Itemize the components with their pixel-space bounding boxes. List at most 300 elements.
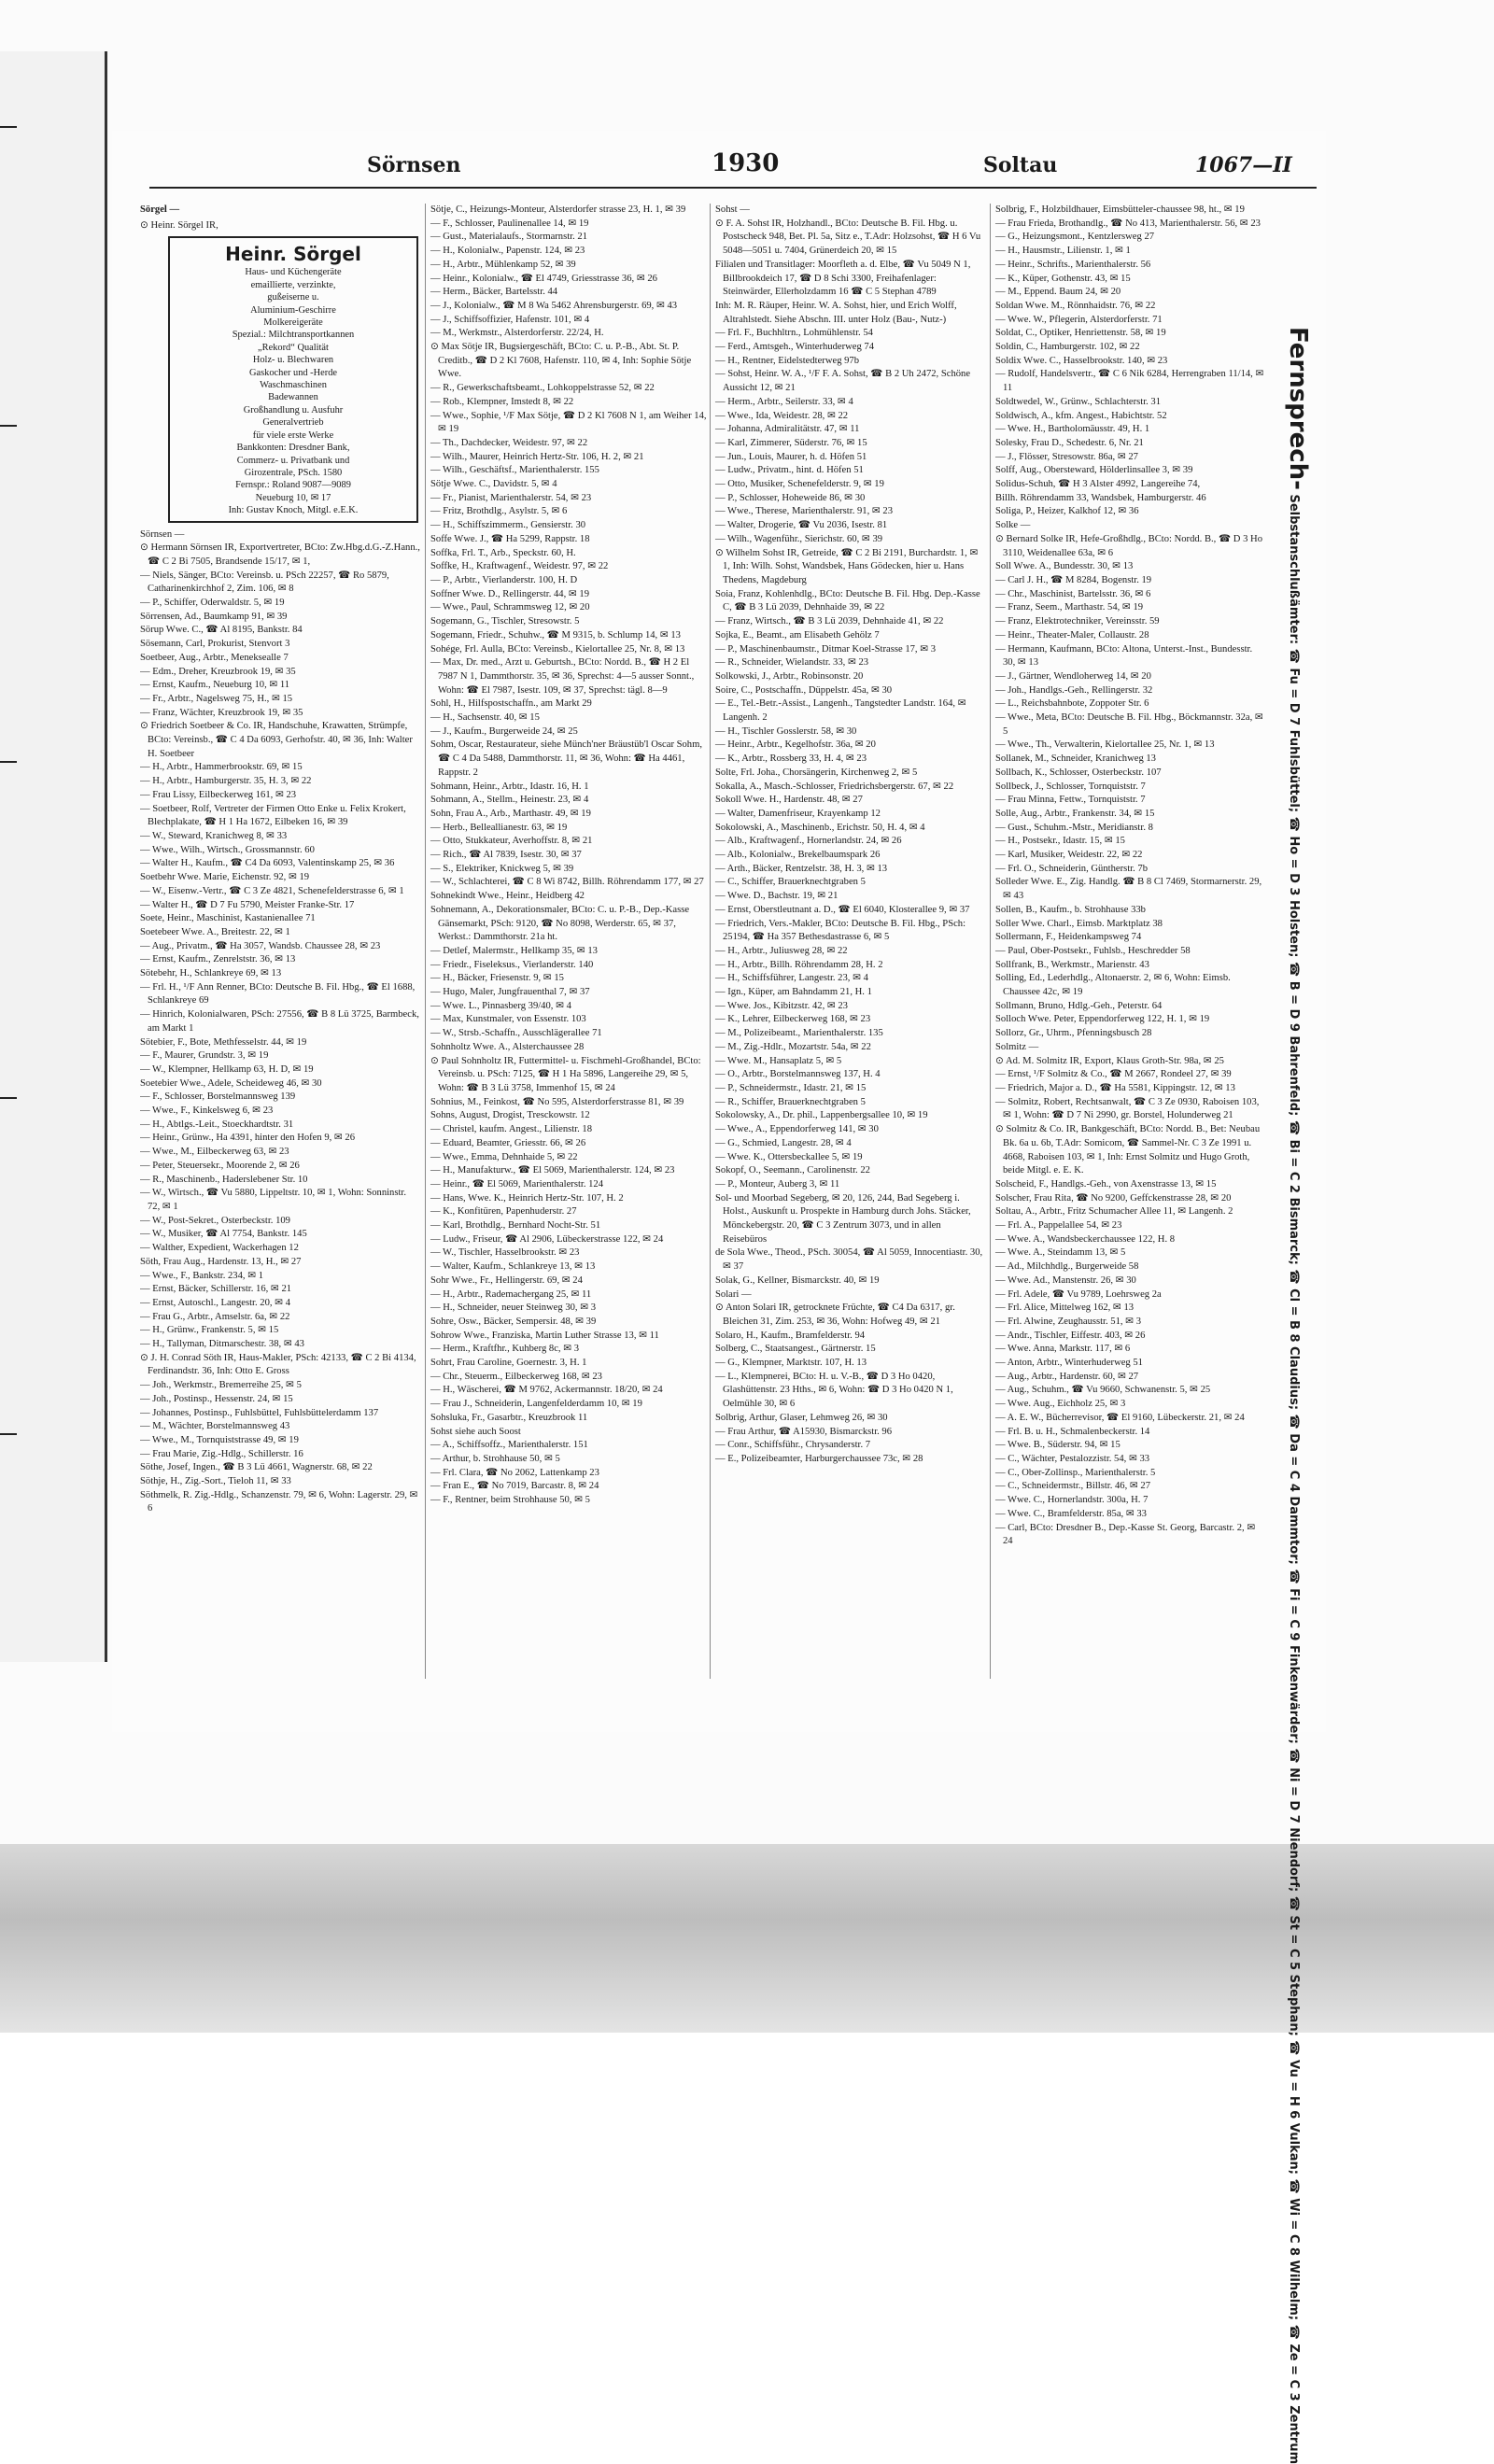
listing-entry: Sörrensen, Ad., Baumkamp 91, ✉ 39 bbox=[140, 611, 288, 622]
listing-entry: Söthmelk, R. Zig.-Hdlg., Schanzenstr. 79, ✉ 6, Wohn: Lagerstr. 29, ✉ 6 bbox=[140, 1489, 418, 1514]
listing-entry: — Franz, Wirtsch., ☎ B 3 Lü 2039, Dehnhaide 41, ✉ 22 bbox=[715, 616, 944, 627]
listing-entry: Solkowski, J., Arbtr., Robinsonstr. 20 bbox=[715, 670, 864, 682]
listing-entry: — Wwe. A., Steindamm 13, ✉ 5 bbox=[995, 1247, 1126, 1259]
listing-entry: — Frl. Clara, ☎ No 2062, Lattenkamp 23 bbox=[430, 1467, 599, 1478]
listing-entry: Sötebehr, H., Schlankreye 69, ✉ 13 bbox=[140, 968, 282, 979]
listing-entry: — Walter, Kaufm., Schlankreye 13, ✉ 13 bbox=[430, 1261, 596, 1273]
sidebar-exchange-list: Selbstanschlußämter: ☎ Fu = D 7 Fuhlsbüttel; ☎ Ho = D 3 Holsten; ☎ B = D 9 Bahrenfeld; ☎ Bi = C 2 Bismarck; ☎ Cl = B 8 Claudius; ☎ Da = C 4 Dammtor; ☎ Fi = C 9 Finkenwärder; ☎ Ni = D 7 Niendorf; ☎ St = C 5 Stephan; ☎ Vu = H 6 Vulkan; ☎ Wi = C 8 Wilhelm; ☎ Ze = C 3 Zentrum bbox=[1287, 494, 1301, 2464]
listing-entry: — Conr., Schiffsführ., Chrysanderstr. 7 bbox=[715, 1440, 871, 1451]
listing-entry: — M., Werkmstr., Alsterdorferstr. 22/24, H. bbox=[430, 328, 604, 339]
listing-entry: — Peter, Steuersekr., Moorende 2, ✉ 26 bbox=[140, 1160, 300, 1171]
ad-line: Fernspr.: Roland 9087—9089 bbox=[235, 480, 351, 491]
listing-entry: — Wwe., Ida, Weidestr. 28, ✉ 22 bbox=[715, 410, 849, 421]
listing-entry: — H., Tallyman, Ditmarschestr. 38, ✉ 43 bbox=[140, 1339, 304, 1350]
listing-entry: ⊙ Ad. M. Solmitz IR, Export, Klaus Groth-Str. 98a, ✉ 25 bbox=[995, 1055, 1224, 1066]
listing-entry: Sohmann, Heinr., Arbtr., Idastr. 16, H. 1 bbox=[430, 781, 589, 792]
listing-entry: — H., Postsekr., Idastr. 15, ✉ 15 bbox=[995, 836, 1125, 847]
listing-entry: — Hermann, Kaufmann, BCto: Altona, Unterst.-Inst., Bundesstr. 30, ✉ 13 bbox=[995, 643, 1253, 669]
header-year: 1930 bbox=[712, 149, 780, 177]
edge-mark bbox=[0, 1097, 17, 1099]
listing-entry: — Frl. B. u. H., Schmalenbeckerstr. 14 bbox=[995, 1426, 1150, 1437]
listing-entry: — H., Bäcker, Friesenstr. 9, ✉ 15 bbox=[430, 973, 564, 984]
column-heading: Sörgel — bbox=[140, 204, 180, 215]
listing-entry: — Ernst, Kaufm., Neueburg 10, ✉ 11 bbox=[140, 680, 290, 691]
listing-entry: — Alb., Kolonialw., Brekelbaumspark 26 bbox=[715, 850, 881, 861]
listing-entry: Soetbehr Wwe. Marie, Eichenstr. 92, ✉ 19 bbox=[140, 872, 310, 883]
listing-entry: Soller Wwe. Charl., Eimsb. Marktplatz 38 bbox=[995, 918, 1163, 929]
listing-entry: — Karl, Brothdlg., Bernhard Nocht-Str. 51 bbox=[430, 1220, 601, 1232]
listing-entry: — Wwe. Ad., Manstenstr. 26, ✉ 30 bbox=[995, 1274, 1136, 1286]
listing-entry: — Wilh., Wagenführ., Sierichstr. 60, ✉ 39 bbox=[715, 533, 883, 544]
page-number: 1067—II bbox=[1195, 153, 1292, 177]
listing-entry: — J., Kolonialw., ☎ M 8 Wa 5462 Ahrensburgerstr. 69, ✉ 43 bbox=[430, 300, 678, 311]
listing-entry: ⊙ Heinr. Sörgel IR, bbox=[140, 219, 218, 231]
listing-entry: Soffner Wwe. D., Rellingerstr. 44, ✉ 19 bbox=[430, 588, 590, 599]
listing-entry: — Max, Kunstmaler, von Essenstr. 103 bbox=[430, 1014, 586, 1025]
listing-entry: — Wwe. L., Pinnasberg 39/40, ✉ 4 bbox=[430, 1000, 571, 1011]
listing-entry: Solberg, C., Staatsangest., Gärtnerstr. 15 bbox=[715, 1344, 876, 1355]
listing-entry: — Wwe., Wilh., Wirtsch., Grossmannstr. 60 bbox=[140, 844, 315, 855]
listing-entry: — Ernst, Oberstleutnant a. D., ☎ El 6040, Klosterallee 9, ✉ 37 bbox=[715, 904, 970, 915]
listing-entry: Solesky, Frau D., Schedestr. 6, Nr. 21 bbox=[995, 437, 1144, 448]
ad-line: Großhandlung u. Ausfuhr bbox=[243, 404, 344, 415]
listing-entry: Sollanek, M., Schneider, Kranichweg 13 bbox=[995, 753, 1156, 765]
listing-entry: — Walter H., Kaufm., ☎ C4 Da 6093, Valentinskamp 25, ✉ 36 bbox=[140, 858, 395, 869]
listing-entry: — W., Post-Sekret., Osterbeckstr. 109 bbox=[140, 1215, 290, 1226]
listing-entry: Filialen und Transitlager: Moorfleth a. d. Elbe, ☎ Vu 5049 N 1, Billbrookdeich 17, ☎ D 8 Schi 3300, Freihafenlager: Steinwärder, Ellerholzdamm 16 ☎ C 5 Stephan 4789 bbox=[715, 259, 971, 298]
listing-entry: — M., Zig.-Hdlr., Mozartstr. 54a, ✉ 22 bbox=[715, 1041, 871, 1052]
listing-entry: — Wwe., Th., Verwalterin, Kielortallee 25, Nr. 1, ✉ 13 bbox=[995, 739, 1215, 751]
listing-entry: Soldan Wwe. M., Rönnhaidstr. 76, ✉ 22 bbox=[995, 300, 1156, 311]
listing-entry: — Heinr., ☎ El 5069, Marienthalerstr. 124 bbox=[430, 1178, 604, 1190]
listing-entry: — H., Kolonialw., Papenstr. 124, ✉ 23 bbox=[430, 246, 585, 257]
listing-entry: — H., Grünw., Frankenstr. 5, ✉ 15 bbox=[140, 1325, 279, 1336]
listing-entry: Sollermann, F., Heidenkampsweg 74 bbox=[995, 932, 1142, 943]
sidebar-title: Fernsprech- bbox=[1284, 327, 1312, 490]
listing-entry: — Fr., Arbtr., Nagelsweg 75, H., ✉ 15 bbox=[140, 693, 293, 704]
listing-entry: — Otto, Stukkateur, Averhoffstr. 8, ✉ 21 bbox=[430, 836, 593, 847]
listing-entry: Sollfrank, B., Werkmstr., Marienstr. 43 bbox=[995, 959, 1149, 970]
edge-mark bbox=[0, 1433, 17, 1435]
listing-entry: — H., Tischler Gosslerstr. 58, ✉ 30 bbox=[715, 725, 857, 737]
listing-entry: Soll Wwe. A., Bundesstr. 30, ✉ 13 bbox=[995, 561, 1134, 572]
listing-entry: ⊙ Solmitz & Co. IR, Bankgeschäft, BCto: Nordd. B., Bet: Neubau Bk. 6a u. 6b, T.Adr: Somicom, ☎ Sammel-Nr. C 3 Ze 1991 u. 4668, Raboisen 103, ✉ 1, Inh: Ernst Solmitz und Hugo Groth, beide Mitgl. e. E. K. bbox=[995, 1124, 1261, 1176]
listing-entry: — Franz, Seem., Marthastr. 54, ✉ 19 bbox=[995, 602, 1144, 613]
listing-entry: — F., Maurer, Grundstr. 3, ✉ 19 bbox=[140, 1050, 269, 1062]
listing-entry: de Sola Wwe., Theod., PSch. 30054, ☎ Al 5059, Innocentiastr. 30, ✉ 37 bbox=[715, 1247, 983, 1273]
listing-entry: — J., Schiffsoffizier, Hafenstr. 101, ✉ 4 bbox=[430, 314, 590, 325]
listing-entry: — Wwe. M., Hansaplatz 5, ✉ 5 bbox=[715, 1055, 842, 1066]
listing-entry: — Heinr., Arbtr., Kegelhofstr. 36a, ✉ 20 bbox=[715, 739, 876, 751]
listing-entry: Soldat, C., Optiker, Henriettenstr. 58, ✉ 19 bbox=[995, 328, 1166, 339]
listing-entry: Söthje, H., Zig.-Sort., Tieloh 11, ✉ 33 bbox=[140, 1476, 291, 1487]
listing-entry: — C., Wächter, Pestalozzistr. 54, ✉ 33 bbox=[995, 1453, 1150, 1464]
listing-entry: Solff, Aug., Obersteward, Hölderlinsallee 3, ✉ 39 bbox=[995, 465, 1193, 476]
listing-entry: — Max, Dr. med., Arzt u. Geburtsh., BCto: Nordd. B., ☎ H 2 El 7987 N 1, Dammthorstr. 35, ✉ 36, Sprechst: 4—5 ausser Sonnt., Wohn: ☎ El 7987, Isestr. 109, ✉ 37, Sprechst: tägl. 8—9 bbox=[430, 657, 695, 696]
listing-entry: Solbrig, F., Holzbildhauer, Eimsbütteler-chaussee 98, ht., ✉ 19 bbox=[995, 204, 1245, 215]
listing-entry: Sogemann, Friedr., Schuhw., ☎ M 9315, b. Schlump 14, ✉ 13 bbox=[430, 629, 681, 641]
ad-line: „Rekord“ Qualität bbox=[258, 342, 329, 353]
listing-entry: — R., Maschinenb., Haderslebener Str. 10 bbox=[140, 1174, 308, 1185]
listing-entry: — Friedr., Fiseleksus., Vierlanderstr. 140 bbox=[430, 959, 594, 970]
listing-entry: Solling, Ed., Lederhdlg., Altonaerstr. 2, ✉ 6, Wohn: Eimsb. Chaussee 42c, ✉ 19 bbox=[995, 973, 1231, 998]
ad-line: Molkereigeräte bbox=[263, 317, 323, 329]
edge-mark bbox=[0, 126, 17, 128]
listing-entry: Solte, Frl. Joha., Chorsängerin, Kirchenweg 2, ✉ 5 bbox=[715, 767, 918, 778]
listing-entry: — O., Arbtr., Borstelmannsweg 137, H. 4 bbox=[715, 1069, 881, 1080]
listing-entry: — Edm., Dreher, Kreuzbrook 19, ✉ 35 bbox=[140, 666, 296, 677]
listing-entry: Söthe, Josef, Ingen., ☎ B 3 Lü 4661, Wagnerstr. 68, ✉ 22 bbox=[140, 1462, 373, 1473]
listing-entry: Soire, C., Postschaffn., Düppelstr. 45a, ✉ 30 bbox=[715, 684, 893, 696]
listing-entry: Soetebier Wwe., Adele, Scheideweg 46, ✉ 30 bbox=[140, 1077, 322, 1089]
listing-entry: — Andr., Tischler, Eiffestr. 403, ✉ 26 bbox=[995, 1330, 1146, 1341]
listing-entry: Soetbeer, Aug., Arbtr., Meneksealle 7 bbox=[140, 652, 289, 663]
listing-entry: — Wilh., Maurer, Heinrich Hertz-Str. 106, H. 2, ✉ 21 bbox=[430, 451, 644, 462]
listing-entry: — Karl, Zimmerer, Süderstr. 76, ✉ 15 bbox=[715, 437, 867, 448]
edge-mark bbox=[0, 761, 17, 763]
listing-entry: — Chr., Steuerm., Eilbeckerweg 168, ✉ 23 bbox=[430, 1371, 602, 1382]
listing-entry: — Frau Marie, Zig.-Hdlg., Schillerstr. 16 bbox=[140, 1448, 303, 1459]
listing-entry: Solmitz — bbox=[995, 1041, 1039, 1052]
listing-entry: — P., Schlosser, Hoheweide 86, ✉ 30 bbox=[715, 492, 866, 503]
listing-entry: — Frl. F., Buchhltrn., Lohmühlenstr. 54 bbox=[715, 328, 873, 339]
listing-entry: — Jun., Louis, Maurer, h. d. Höfen 51 bbox=[715, 451, 867, 462]
listing-entry: Sohre, Osw., Bäcker, Sempersir. 48, ✉ 39 bbox=[430, 1316, 597, 1327]
listing-entry: — H., Schneider, neuer Steinweg 30, ✉ 3 bbox=[430, 1302, 597, 1314]
listing-entry: Sohmann, A., Stellm., Heinestr. 23, ✉ 4 bbox=[430, 795, 589, 806]
listing-entry: Sokopf, O., Seemann., Carolinenstr. 22 bbox=[715, 1165, 870, 1176]
listing-entry: — A. E. W., Bücherrevisor, ☎ El 9160, Lübeckerstr. 21, ✉ 24 bbox=[995, 1412, 1245, 1423]
column-1-entries bbox=[140, 528, 420, 1517]
ad-firm-name: Heinr. Sörgel bbox=[225, 243, 361, 266]
listing-entry: — Frl. Alice, Mittelweg 162, ✉ 13 bbox=[995, 1302, 1135, 1314]
listing-entry: — Walter H., ☎ D 7 Fu 5790, Meister Franke-Str. 17 bbox=[140, 899, 355, 910]
listing-entry: Solari — bbox=[715, 1288, 752, 1300]
header-first-name: Sörnsen bbox=[367, 153, 461, 177]
listing-entry: — H., Schiffszimmerm., Gensierstr. 30 bbox=[430, 520, 586, 531]
listing-entry: Soldtwedel, W., Grünw., Schlachterstr. 31 bbox=[995, 396, 1162, 407]
column-4-entries bbox=[995, 204, 1266, 1549]
listing-entry: — W., Wirtsch., ☎ Vu 5880, Lippeltstr. 10, ✉ 1, Wohn: Sonninstr. 72, ✉ 1 bbox=[140, 1188, 407, 1212]
listing-entry: — Ludw., Friseur, ☎ Al 2906, Lübeckerstrasse 122, ✉ 24 bbox=[430, 1233, 664, 1245]
ad-line: Commerz- u. Privatbank und bbox=[236, 455, 350, 466]
listing-entry: — Ernst, Kaufm., Zenrelststr. 36, ✉ 13 bbox=[140, 954, 296, 965]
listing-entry: — C., Schneidermstr., Billstr. 46, ✉ 27 bbox=[995, 1481, 1151, 1492]
listing-entry: — Herm., Kraftfhr., Kuhberg 8c, ✉ 3 bbox=[430, 1344, 580, 1355]
listing-entry: Sohége, Frl. Aulla, BCto: Vereinsb., Kielortallee 25, Nr. 8, ✉ 13 bbox=[430, 643, 685, 655]
listing-entry: — H., Arbtr., Hammerbrookstr. 69, ✉ 15 bbox=[140, 762, 303, 773]
listing-entry: Inh: M. R. Räuper, Heinr. W. A. Sohst, hier, und Erich Wolff, Altrahlstedt. Siehe Abschn. III. unter Holz (Bau-, Nutz-) bbox=[715, 300, 957, 325]
listing-entry: — Wwe. B., Süderstr. 94, ✉ 15 bbox=[995, 1440, 1120, 1451]
listing-entry: — Gust., Materialaufs., Stormarnstr. 21 bbox=[430, 232, 588, 243]
listing-entry: — P., Monteur, Auberg 3, ✉ 11 bbox=[715, 1178, 840, 1190]
ad-line: Generalvertrieb bbox=[262, 417, 324, 429]
column-3 bbox=[710, 204, 986, 1679]
scanner-bottom-edge bbox=[0, 1844, 1494, 2033]
listing-entry: — Solmitz, Robert, Rechtsanwalt, ☎ C 3 Ze 0930, Raboisen 103, ✉ 1, Wohn: ☎ D 7 Ni 2990, gr. Borstel, Holunderweg 21 bbox=[995, 1096, 1260, 1121]
listing-entry: — Paul, Ober-Postsekr., Fuhlsb., Heschredder 58 bbox=[995, 945, 1191, 956]
listing-entry: — Wwe., A., Eppendorferweg 141, ✉ 30 bbox=[715, 1124, 879, 1135]
listing-entry: ⊙ Max Sötje IR, Bugsiergeschäft, BCto: C. u. P.-B., Abt. St. P. Creditb., ☎ D 2 Kl 7608, Hafenstr. 110, ✉ 4, Inh: Sophie Sötje Wwe. bbox=[430, 342, 692, 380]
listing-entry: — Heinr., Grünw., Ha 4391, hinter den Hofen 9, ✉ 26 bbox=[140, 1133, 356, 1144]
listing-entry: — Chr., Maschinist, Bartelsstr. 36, ✉ 6 bbox=[995, 588, 1151, 599]
listing-entry: — Joh., Postinsp., Hessenstr. 24, ✉ 15 bbox=[140, 1393, 293, 1404]
listing-entry: — Walter, Damenfriseur, Krayenkamp 12 bbox=[715, 808, 881, 819]
advertisement-box bbox=[168, 236, 418, 522]
listing-entry: Sohl, H., Hilfspostschaffn., am Markt 29 bbox=[430, 698, 592, 710]
listing-entry: — Wwe. C., Bramfelderstr. 85a, ✉ 33 bbox=[995, 1508, 1147, 1519]
listing-entry: Sollbeck, J., Schlosser, Tornquiststr. 7 bbox=[995, 781, 1146, 792]
listing-entry: — Wwe., Paul, Schrammsweg 12, ✉ 20 bbox=[430, 602, 590, 613]
page-header bbox=[149, 149, 1317, 189]
listing-entry: Soliga, P., Heizer, Kalkhof 12, ✉ 36 bbox=[995, 506, 1139, 517]
listing-entry: — Wwe., F., Kinkelsweg 6, ✉ 23 bbox=[140, 1105, 274, 1117]
ad-line: emaillierte, verzinkte, bbox=[250, 279, 336, 290]
listing-entry: — Heinr., Kolonialw., ☎ El 4749, Griesstrasse 36, ✉ 26 bbox=[430, 273, 657, 284]
listing-entry: — H., Wäscherei, ☎ M 9762, Ackermannstr. 18/20, ✉ 24 bbox=[430, 1385, 663, 1396]
header-last-name: Soltau bbox=[983, 153, 1058, 177]
listing-entry: Sohst siehe auch Soost bbox=[430, 1426, 521, 1437]
listing-entry: — Franz, Wächter, Kreuzbrook 19, ✉ 35 bbox=[140, 707, 303, 718]
listing-entry: ⊙ Friedrich Soetbeer & Co. IR, Handschuhe, Krawatten, Strümpfe, BCto: Vereinsb., ☎ C 4 Da 6093, Gerhofstr. 40, ✉ 36, Inh: Walter H. Soetbeer bbox=[140, 721, 413, 759]
listing-entry: Solloch Wwe. Peter, Eppendorferweg 122, H. 1, ✉ 19 bbox=[995, 1014, 1210, 1025]
listing-entry: — L., Klempnerei, BCto: H. u. V.-B., ☎ D 3 Ho 0420, Glashüttenstr. 23 Hths., ✉ 6, Wohn: ☎ D 3 Ho 0420 N 1, Oelmühle 30, ✉ 6 bbox=[715, 1371, 953, 1410]
listing-entry: Soete, Heinr., Maschinist, Kastanienallee 71 bbox=[140, 913, 316, 924]
ad-line: Spezial.: Milchtransportkannen bbox=[232, 330, 355, 341]
listing-entry: ⊙ F. A. Sohst IR, Holzhandl., BCto: Deutsche B. Fil. Hbg. u. Postscheck 948, Bet. Pl. 5a, Sitz e., T.Adr: Holzsohst, ☎ H 6 Vu 5048—5051 u. 7404, Grünerdeich 20, ✉ 15 bbox=[715, 218, 981, 257]
listing-entry: — Carl J. H., ☎ M 8284, Bogenstr. 19 bbox=[995, 574, 1152, 585]
telephone-exchange-sidebar bbox=[1270, 327, 1326, 2464]
listing-entry: — Frau G., Arbtr., Amselstr. 6a, ✉ 22 bbox=[140, 1311, 290, 1322]
listing-entry: — Hans, Wwe. K., Heinrich Hertz-Str. 107, H. 2 bbox=[430, 1192, 624, 1204]
listing-entry: — Karl, Musiker, Weidestr. 22, ✉ 22 bbox=[995, 850, 1143, 861]
listing-entry: — Ludw., Privatm., hint. d. Höfen 51 bbox=[715, 465, 864, 476]
listing-entry: — Frl. Alwine, Zeughausstr. 51, ✉ 3 bbox=[995, 1316, 1142, 1327]
listing-entry: Sohnholtz Wwe. A., Alsterchaussee 28 bbox=[430, 1041, 585, 1052]
listing-entry: Sohsluka, Fr., Gasarbtr., Kreuzbrook 11 bbox=[430, 1412, 588, 1423]
listing-entry: — Gust., Schuhm.-Mstr., Meridianstr. 8 bbox=[995, 822, 1153, 833]
listing-entry: Sötje Wwe. C., Davidstr. 5, ✉ 4 bbox=[430, 479, 557, 490]
listing-entry: — Rob., Klempner, Imstedt 8, ✉ 22 bbox=[430, 396, 574, 407]
listing-entry: — L., Reichsbahnbote, Zoppoter Str. 6 bbox=[995, 698, 1149, 710]
listing-entry: — Wwe. C., Hornerlandstr. 300a, H. 7 bbox=[995, 1495, 1149, 1506]
listing-entry: — M., Eppend. Baum 24, ✉ 20 bbox=[995, 287, 1121, 298]
listing-entry: — R., Schneider, Wielandstr. 33, ✉ 23 bbox=[715, 657, 869, 669]
listing-entry: — W., Tischler, Hasselbrookstr. ✉ 23 bbox=[430, 1247, 580, 1259]
listing-entry: ⊙ Anton Solari IR, getrocknete Früchte, ☎ C4 Da 6317, gr. Bleichen 31, Zim. 253, ✉ 36, Wohn: Hofweg 49, ✉ 21 bbox=[715, 1302, 955, 1327]
listing-entry: Solaro, H., Kaufm., Bramfelderstr. 94 bbox=[715, 1330, 866, 1341]
listing-entry: — Ign., Küper, am Bahndamm 21, H. 1 bbox=[715, 987, 872, 998]
listing-entry: — Fritz, Brothdlg., Asylstr. 5, ✉ 6 bbox=[430, 506, 568, 517]
listing-entry: — H., Rentner, Eidelstedterweg 97b bbox=[715, 355, 860, 366]
listing-entry: — J., Kaufm., Burgerweide 24, ✉ 25 bbox=[430, 725, 578, 737]
ad-line: Aluminium-Geschirre bbox=[250, 304, 336, 316]
listing-entry: Sörnsen — bbox=[140, 528, 185, 540]
listing-entry: Sollorz, Gr., Uhrm., Pfenningsbusch 28 bbox=[995, 1028, 1152, 1039]
listing-entry: — Frau J., Schneiderin, Langenfelderdamm 10, ✉ 19 bbox=[430, 1399, 642, 1410]
listing-entry: — Soetbeer, Rolf, Vertreter der Firmen Otto Enke u. Felix Krokert, Blechplakate, ☎ H 1 Ha 1672, Eilbeken 16, ✉ 39 bbox=[140, 803, 406, 828]
listing-entry: Sohrt, Frau Caroline, Goernestr. 3, H. 1 bbox=[430, 1358, 587, 1369]
column-2 bbox=[425, 204, 711, 1679]
listing-entry: — Walter, Drogerie, ☎ Vu 2036, Isestr. 81 bbox=[715, 520, 888, 531]
listing-entry: — Wwe., Meta, BCto: Deutsche B. Fil. Hbg., Böckmannstr. 32a, ✉ 5 bbox=[995, 712, 1263, 737]
column-3-entries bbox=[715, 204, 986, 1467]
listing-entry: — Frau Arthur, ☎ A15930, Bismarckstr. 96 bbox=[715, 1426, 893, 1437]
listing-entry: — Niels, Sänger, BCto: Vereinsb. u. PSch 22257, ☎ Ro 5879, Catharinenkirchhof 2, Zim. 106, ✉ 8 bbox=[140, 570, 389, 595]
listing-entry: — S., Elektriker, Knickweg 5, ✉ 39 bbox=[430, 863, 574, 874]
listing-entry: — Johanna, Admiralitätstr. 47, ✉ 11 bbox=[715, 424, 860, 435]
listing-entry: — Wwe. W., Pflegerin, Alsterdorferstr. 71 bbox=[995, 314, 1163, 325]
listing-entry: — Joh., Werkmstr., Bremerreihe 25, ✉ 5 bbox=[140, 1380, 302, 1391]
listing-entry: — Ernst, ¹/F Solmitz & Co., ☎ M 2667, Rondeel 27, ✉ 39 bbox=[995, 1069, 1232, 1080]
listing-entry: Sokolowski, A., Maschinenb., Erichstr. 50, H. 4, ✉ 4 bbox=[715, 822, 925, 833]
listing-entry: — Sohst, Heinr. W. A., ¹/F F. A. Sohst, ☎ B 2 Uh 2472, Schöne Aussicht 12, ✉ 21 bbox=[715, 369, 971, 394]
listing-entry: — P., Arbtr., Vierlanderstr. 100, H. D bbox=[430, 574, 578, 585]
listing-entry: — Herm., Bäcker, Bartelsstr. 44 bbox=[430, 287, 558, 298]
listing-entry: — A., Schiffsoffz., Marienthalerstr. 151 bbox=[430, 1440, 588, 1451]
ad-line: Waschmaschinen bbox=[260, 380, 327, 391]
listing-entry: — Frau Frieda, Brothandlg., ☎ No 413, Marienthalerstr. 56, ✉ 23 bbox=[995, 218, 1261, 229]
listing-entry: — Herm., Arbtr., Seilerstr. 33, ✉ 4 bbox=[715, 396, 853, 407]
listing-entry: Solscheid, F., Handlgs.-Geh., von Axenstrasse 13, ✉ 15 bbox=[995, 1178, 1217, 1190]
listing-entry: Soldin, C., Hamburgerstr. 102, ✉ 22 bbox=[995, 342, 1140, 353]
listing-entry: — Frau Lissy, Eilbeckerweg 161, ✉ 23 bbox=[140, 789, 297, 800]
ad-line: gußeiserne u. bbox=[267, 292, 319, 303]
listing-entry: — Alb., Kraftwagenf., Hornerlandstr. 24, ✉ 26 bbox=[715, 836, 902, 847]
listing-entry: Solke — bbox=[995, 520, 1031, 531]
listing-entry: — Hugo, Maler, Jungfrauenthal 7, ✉ 37 bbox=[430, 987, 590, 998]
listing-entry: Solbrig, Arthur, Glaser, Lehmweg 26, ✉ 30 bbox=[715, 1412, 888, 1423]
listing-entry: — Eduard, Beamter, Griesstr. 66, ✉ 26 bbox=[430, 1137, 586, 1148]
directory-page bbox=[112, 131, 1326, 2464]
ad-line: Haus- und Küchengeräte bbox=[245, 267, 342, 278]
listing-entry: Sol- und Moorbad Segeberg, ✉ 20, 126, 244, Bad Segeberg i. Holst., Auskunft u. Prospekte in Hamburg durch Johs. Stäcker, Mönckebergstr. 20, ☎ C 3 Zentrum 3073, und in allen Reisebüros bbox=[715, 1192, 971, 1245]
listing-entry: ⊙ J. H. Conrad Söth IR, Haus-Makler, PSch: 42133, ☎ C 2 Bi 4134, Ferdinandstr. 36, Inh: Otto E. Gross bbox=[140, 1352, 416, 1377]
listing-entry: Soldwisch, A., kfm. Angest., Habichtstr. 52 bbox=[995, 410, 1167, 421]
listing-entry: — Frau Minna, Fettw., Tornquiststr. 7 bbox=[995, 795, 1146, 806]
listing-entry: — Aug., Arbtr., Hardenstr. 60, ✉ 27 bbox=[995, 1371, 1139, 1382]
listing-entry: — Arthur, b. Strohhause 50, ✉ 5 bbox=[430, 1453, 560, 1464]
listing-entry: Sohnekindt Wwe., Heinr., Heidberg 42 bbox=[430, 891, 585, 902]
listing-entry: Solidus-Schuh, ☎ H 3 Alster 4992, Langereihe 74, bbox=[995, 479, 1201, 490]
listing-entry: Solle, Aug., Arbtr., Frankenstr. 34, ✉ 15 bbox=[995, 808, 1155, 819]
listing-entry: — Johannes, Postinsp., Fuhlsbüttel, Fuhlsbüttelerdamm 137 bbox=[140, 1407, 379, 1418]
listing-entry: — E., Tel.-Betr.-Assist., Langenh., Tangstedter Landstr. 164, ✉ Langenh. 2 bbox=[715, 698, 966, 724]
listing-entry: — Rudolf, Handelsvertr., ☎ C 6 Nik 6284, Herrengraben 11/14, ✉ 11 bbox=[995, 369, 1264, 394]
listing-entry: — H., Arbtr., Rademachergang 25, ✉ 11 bbox=[430, 1288, 592, 1300]
listing-entry: Sohnius, M., Feinkost, ☎ No 595, Alsterdorferstrasse 81, ✉ 39 bbox=[430, 1096, 684, 1107]
listing-entry: Sogemann, G., Tischler, Stresowstr. 5 bbox=[430, 616, 580, 627]
listing-entry: — Wwe. Aug., Eichholz 25, ✉ 3 bbox=[995, 1399, 1126, 1410]
listing-entry: Sollmann, Bruno, Hdlg.-Geh., Peterstr. 64 bbox=[995, 1000, 1163, 1011]
listing-entry: — Wwe. Jos., Kibitzstr. 42, ✉ 23 bbox=[715, 1000, 848, 1011]
ad-line: Holz- u. Blechwaren bbox=[252, 355, 334, 366]
listing-entry: Sohrow Wwe., Franziska, Martin Luther Strasse 13, ✉ 11 bbox=[430, 1330, 659, 1341]
listing-entry: — H., Abtlgs.-Leit., Stoeckhardtstr. 31 bbox=[140, 1119, 294, 1130]
listing-entry: ⊙ Hermann Sörnsen IR, Exportvertreter, BCto: Zw.Hbg.d.G.-Z.Hann., ☎ C 2 Bi 7505, Brandsende 15/17, ✉ 1, bbox=[140, 542, 420, 567]
listing-entry: — K., Arbtr., Rossberg 33, H. 4, ✉ 23 bbox=[715, 753, 867, 765]
listing-entry: — F., Rentner, beim Strohhause 50, ✉ 5 bbox=[430, 1495, 590, 1506]
listing-entry: — Frl. Adele, ☎ Vu 9789, Loehrsweg 2a bbox=[995, 1288, 1162, 1300]
column-1 bbox=[140, 204, 420, 1679]
listing-entry: — F., Schlosser, Borstelmannsweg 139 bbox=[140, 1091, 296, 1103]
listing-entry: — Ferd., Amtsgeh., Winterhuderweg 74 bbox=[715, 342, 875, 353]
listing-entry: Sötje, C., Heizungs-Monteur, Alsterdorfer strasse 23, H. 1, ✉ 39 bbox=[430, 204, 686, 215]
listing-entry: Sohn, Frau A., Arb., Marthastr. 49, ✉ 19 bbox=[430, 808, 591, 819]
listing-entry: — Otto, Musiker, Schenefelderstr. 9, ✉ 19 bbox=[715, 479, 884, 490]
listing-entry: — H., Sachsenstr. 40, ✉ 15 bbox=[430, 712, 540, 724]
listing-entry: — P., Maschinenbaumstr., Ditmar Koel-Strasse 17, ✉ 3 bbox=[715, 643, 937, 655]
listing-entry: — Heinr., Schrifts., Marienthalerstr. 56 bbox=[995, 259, 1151, 270]
listing-entry: Soldix Wwe. C., Hasselbrookstr. 140, ✉ 23 bbox=[995, 355, 1168, 366]
listing-entry: — H., Manufakturw., ☎ El 5069, Marienthalerstr. 124, ✉ 23 bbox=[430, 1165, 675, 1176]
listing-entry: — Heinr., Theater-Maler, Collaustr. 28 bbox=[995, 629, 1149, 641]
listing-entry: Soffe Wwe. J., ☎ Ha 5299, Rappstr. 18 bbox=[430, 533, 590, 544]
listing-entry: Sojka, E., Beamt., am Elisabeth Gehölz 7 bbox=[715, 629, 880, 641]
listing-entry: — C., Schiffer, Brauerknechtgraben 5 bbox=[715, 877, 866, 888]
listing-entry: Sokalla, A., Masch.-Schlosser, Friedrichsbergerstr. 67, ✉ 22 bbox=[715, 781, 954, 792]
listing-entry: — G., Klempner, Marktstr. 107, H. 13 bbox=[715, 1358, 867, 1369]
listing-entry: — W., Klempner, Hellkamp 63, H. D, ✉ 19 bbox=[140, 1063, 314, 1075]
listing-entry: — Friedrich, Major a. D., ☎ Ha 5581, Kippingstr. 12, ✉ 13 bbox=[995, 1083, 1235, 1093]
listing-entry: — R., Schiffer, Brauerknechtgraben 5 bbox=[715, 1096, 866, 1107]
listing-entry: — Carl, BCto: Dresdner B., Dep.-Kasse St. Georg, Barcastr. 2, ✉ 24 bbox=[995, 1522, 1256, 1547]
listing-entry: — Rich., ☎ Al 7839, Isestr. 30, ✉ 37 bbox=[430, 850, 582, 861]
listing-entry: — Wwe. D., Bachstr. 19, ✉ 21 bbox=[715, 891, 839, 902]
listing-entry: Soffke, H., Kraftwagenf., Weidestr. 97, ✉ 22 bbox=[430, 561, 609, 572]
listing-entry: — Frl. H., ¹/F Ann Renner, BCto: Deutsche B. Fil. Hbg., ☎ El 1688, Schlankreye 69 bbox=[140, 981, 416, 1007]
listing-entry: — W., Schlachterei, ☎ C 8 Wi 8742, Billh. Röhrendamm 177, ✉ 27 bbox=[430, 877, 704, 888]
listing-entry: — Wwe. Anna, Markstr. 117, ✉ 6 bbox=[995, 1344, 1131, 1355]
ad-line: Badewannen bbox=[268, 392, 318, 403]
ad-line: Girozentrale, PSch. 1580 bbox=[244, 467, 343, 478]
listing-entry: — G., Schmied, Langestr. 28, ✉ 4 bbox=[715, 1137, 852, 1148]
listing-entry: Sohr Wwe., Fr., Hellingerstr. 69, ✉ 24 bbox=[430, 1274, 583, 1286]
listing-entry: — Anton, Arbtr., Winterhuderweg 51 bbox=[995, 1358, 1143, 1369]
ad-text bbox=[176, 266, 411, 516]
listing-entry: — Wwe., Therese, Marienthalerstr. 91, ✉ 23 bbox=[715, 506, 893, 517]
listing-entry: — Ernst, Autoschl., Langestr. 20, ✉ 4 bbox=[140, 1297, 291, 1308]
listing-entry: Sösemann, Carl, Prokurist, Stenvort 3 bbox=[140, 639, 290, 650]
listing-entry: Sohst — bbox=[715, 204, 750, 215]
listing-entry: ⊙ Wilhelm Sohst IR, Getreide, ☎ C 2 Bi 2191, Burchardstr. 1, ✉ 1, Inh: Wilh. Sohst, Wandsbek, Hans Gödecken, hier u. Hans Thedens, Magdeburg bbox=[715, 547, 979, 585]
ad-line: Bankkonten: Dresdner Bank, bbox=[236, 443, 350, 454]
edge-mark bbox=[0, 425, 17, 427]
listing-entry: ⊙ Bernard Solke IR, Hefe-Großhdlg., BCto: Nordd. B., ☎ D 3 Ho 3110, Weidenallee 63a, ✉ 6 bbox=[995, 533, 1263, 558]
listing-entry: Sollbach, K., Schlosser, Osterbeckstr. 107 bbox=[995, 767, 1162, 778]
listing-entry: — Wilh., Geschäftsf., Marienthalerstr. 155 bbox=[430, 465, 599, 476]
listing-entry: — H., Arbtr., Mühlenkamp 52, ✉ 39 bbox=[430, 259, 576, 270]
listing-entry: — G., Heizungsmont., Kentzlersweg 27 bbox=[995, 232, 1155, 243]
facing-page-edge bbox=[0, 51, 107, 1662]
listing-entry: — Walther, Expedient, Wackerhagen 12 bbox=[140, 1243, 299, 1254]
listing-entry: — Herb., Belleallianestr. 63, ✉ 19 bbox=[430, 822, 568, 833]
listing-entry: — J., Flösser, Stresowstr. 86a, ✉ 27 bbox=[995, 451, 1138, 462]
listing-entry: — Wwe., M., Tornquiststrasse 49, ✉ 19 bbox=[140, 1434, 299, 1445]
listing-entry: — Fr., Pianist, Marienthalerstr. 54, ✉ 23 bbox=[430, 492, 592, 503]
listing-entry: — H., Schiffsführer, Langestr. 23, ✉ 4 bbox=[715, 973, 868, 984]
listing-entry: — Th., Dachdecker, Weidestr. 97, ✉ 22 bbox=[430, 437, 588, 448]
listing-entry: Sollen, B., Kaufm., b. Strohhause 33b bbox=[995, 904, 1146, 915]
listing-entry: — Hinrich, Kolonialwaren, PSch: 27556, ☎ B 8 Lü 3725, Barmbeck, am Markt 1 bbox=[140, 1009, 419, 1034]
listing-entry: Sohm, Oscar, Restaurateur, siehe Münch'ner Bräustüb'l Oscar Sohm, ☎ C 4 Da 5488, Dammthorstr. 11, ✉ 36, Wohn: ☎ Ha 4461, Rappstr. 2 bbox=[430, 739, 702, 778]
ad-line: Inh: Gustav Knoch, Mitgl. e.E.K. bbox=[228, 505, 359, 516]
listing-entry: — Wwe. K., Ottersbeckallee 5, ✉ 19 bbox=[715, 1151, 863, 1162]
listing-entry: Sokoll Wwe. H., Hardenstr. 48, ✉ 27 bbox=[715, 795, 863, 806]
ad-line: Neueburg 10, ✉ 17 bbox=[255, 492, 331, 503]
listing-entry: — K., Lehrer, Eilbeckerweg 168, ✉ 23 bbox=[715, 1014, 871, 1025]
listing-entry: Sötebier, F., Bote, Methfesselstr. 44, ✉ 19 bbox=[140, 1036, 307, 1048]
